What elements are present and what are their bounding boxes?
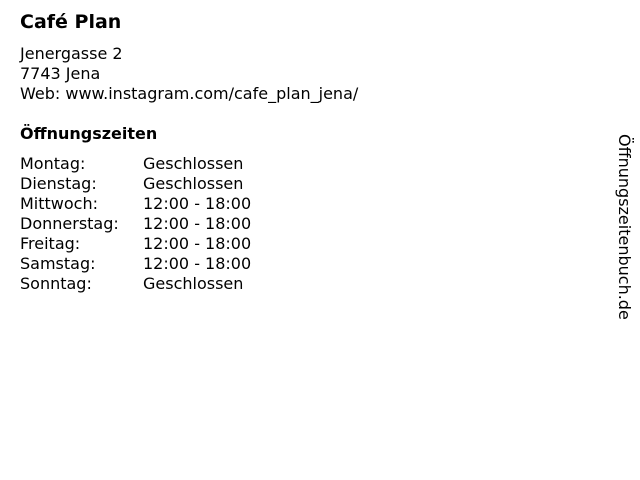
hours-row-sunday xyxy=(20,274,251,294)
hours-row-saturday xyxy=(20,254,251,274)
day-hours: Geschlossen xyxy=(143,154,244,173)
watermark: Öffnungszeitenbuch.de xyxy=(615,134,634,320)
city: 7743 Jena xyxy=(20,64,101,83)
day-label: Montag: xyxy=(20,154,86,173)
day-label: Donnerstag: xyxy=(20,214,119,233)
day-label: Samstag: xyxy=(20,254,96,273)
day-label: Freitag: xyxy=(20,234,81,253)
day-label: Sonntag: xyxy=(20,274,92,293)
hours-heading: Öffnungszeiten xyxy=(20,124,158,143)
day-hours: Geschlossen xyxy=(143,174,244,193)
day-label: Dienstag: xyxy=(20,174,97,193)
day-hours: 12:00 - 18:00 xyxy=(143,214,252,233)
street: Jenergasse 2 xyxy=(20,44,123,63)
day-hours: 12:00 - 18:00 xyxy=(143,234,252,253)
hours-row-tuesday xyxy=(20,174,251,194)
day-hours: Geschlossen xyxy=(143,274,244,293)
hours-row-friday xyxy=(20,234,251,254)
address-block xyxy=(20,44,358,104)
hours-row-wednesday xyxy=(20,194,251,214)
day-label: Mittwoch: xyxy=(20,194,98,213)
hours-table xyxy=(20,154,251,294)
day-hours: 12:00 - 18:00 xyxy=(143,194,252,213)
day-hours: 12:00 - 18:00 xyxy=(143,254,252,273)
cafe-name: Café Plan xyxy=(20,11,122,33)
hours-row-thursday xyxy=(20,214,251,234)
hours-row-monday xyxy=(20,154,251,174)
website: Web: www.instagram.com/cafe_plan_jena/ xyxy=(20,84,359,103)
